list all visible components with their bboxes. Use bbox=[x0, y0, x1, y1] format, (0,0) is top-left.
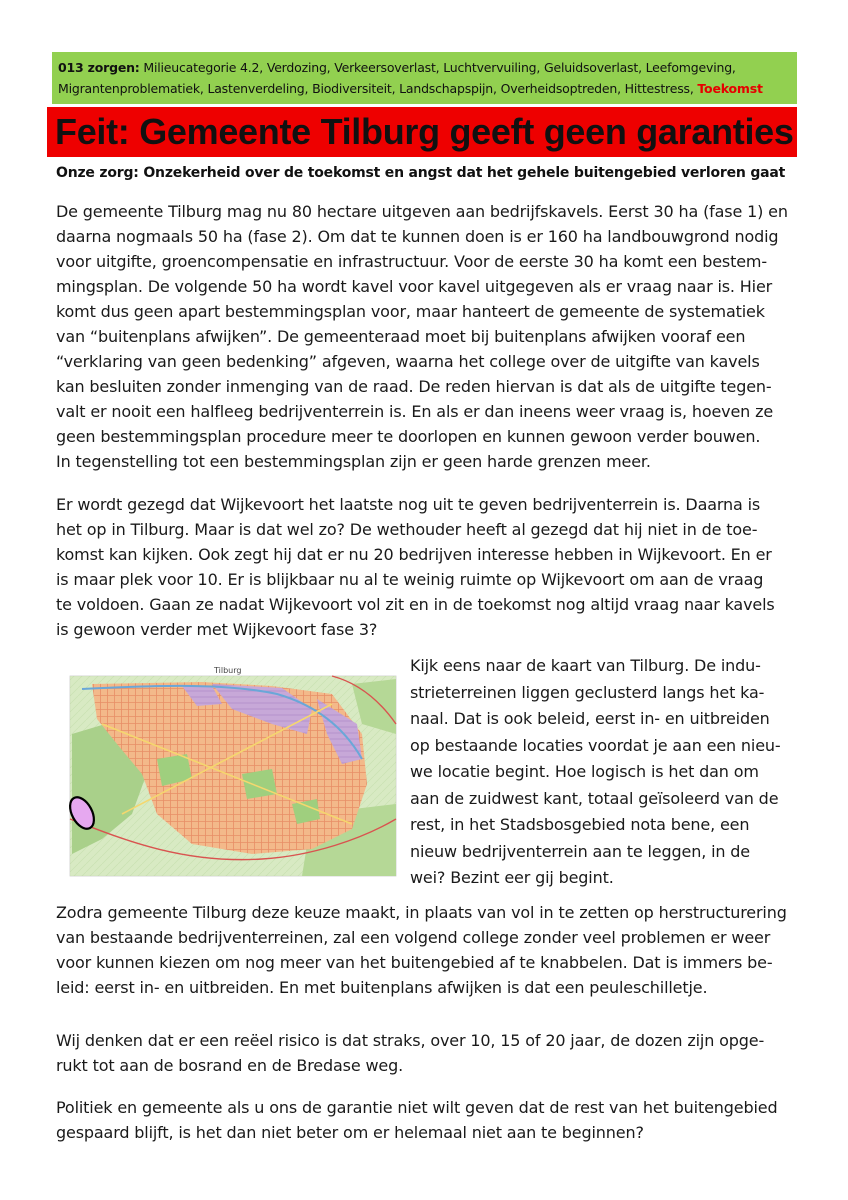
concerns-line-1 bbox=[58, 57, 791, 78]
p3-line: rest, in het Stadsbosgebied nota bene, een bbox=[410, 815, 750, 834]
paragraph-6 bbox=[56, 1095, 796, 1145]
map-image bbox=[62, 664, 402, 878]
p1-line: mingsplan. De volgende 50 ha wordt kavel voor kavel uitgegeven als er vraag naar is. Hier bbox=[56, 277, 773, 296]
tilburg-map bbox=[62, 664, 402, 878]
p5-line: Wij denken dat er een reëel risico is dat straks, over 10, 15 of 20 jaar, de dozen zijn opge- bbox=[56, 1031, 765, 1050]
p3-line: aan de zuidwest kant, totaal geïsoleerd van de bbox=[410, 788, 779, 808]
p6-line: gespaard blijft, is het dan niet beter om er helemaal niet aan te beginnen? bbox=[56, 1123, 644, 1142]
concerns-highlight: Toekomst bbox=[697, 81, 763, 96]
subtitle: Onze zorg: Onzekerheid over de toekomst en angst dat het gehele buitengebied verloren gaat bbox=[56, 165, 786, 181]
p2-line: Er wordt gezegd dat Wijkevoort het laatste nog uit te geven bedrijventerrein is. Daarna is bbox=[56, 495, 761, 514]
p4-line: voor kunnen kiezen om nog meer van het buitengebied af te knabbelen. Dat is immers be- bbox=[56, 953, 773, 972]
paragraph-5 bbox=[56, 1028, 796, 1078]
p3-line: naal. Dat is ook beleid, eerst in- en uitbreiden bbox=[410, 709, 770, 728]
p4-line: van bestaande bedrijventerreinen, zal een volgend college zonder veel problemen er weer bbox=[56, 928, 771, 947]
page-title: Feit: Gemeente Tilburg geeft geen garanties bbox=[55, 111, 794, 152]
concerns-bar bbox=[52, 52, 797, 104]
concerns-label: 013 zorgen: bbox=[58, 60, 140, 75]
paragraph-3 bbox=[410, 653, 798, 892]
p2-line: is maar plek voor 10. Er is blijkbaar nu al te weinig ruimte op Wijkevoort om aan de vraag bbox=[56, 570, 764, 589]
p3-line: op bestaande locaties voordat je aan een nieu- bbox=[410, 735, 781, 755]
p4-line: leid: eerst in- en uitbreiden. En met buitenplans afwijken is dat een peuleschilletje. bbox=[56, 978, 708, 997]
p3-line: we locatie begint. Hoe logisch is het dan om bbox=[410, 762, 759, 781]
p6-line: Politiek en gemeente als u ons de garantie niet wilt geven dat de rest van het buitengebied bbox=[56, 1098, 778, 1117]
p5-line: rukt tot aan de bosrand en de Bredase weg. bbox=[56, 1056, 404, 1075]
p3-line: Kijk eens naar de kaart van Tilburg. De indu- bbox=[410, 656, 761, 675]
concerns-list-1: Milieucategorie 4.2, Verdozing, Verkeersoverlast, Luchtvervuiling, Geluidsoverlast, Leefomgeving, bbox=[143, 60, 736, 75]
concerns-list-2: Migrantenproblematiek, Lastenverdeling, Biodiversiteit, Landschapspijn, Overheidsoptreden, Hittestress, bbox=[58, 81, 694, 96]
p2-line: te voldoen. Gaan ze nadat Wijkevoort vol zit en in de toekomst nog altijd vraag naar kavels bbox=[56, 595, 775, 614]
p2-line: het op in Tilburg. Maar is dat wel zo? De wethouder heeft al gezegd dat hij niet in de toe- bbox=[56, 520, 758, 539]
p1-line: geen bestemmingsplan procedure meer te doorlopen en kunnen gewoon verder bouwen. bbox=[56, 427, 761, 446]
p1-line: van “buitenplans afwijken”. De gemeenteraad moet bij buitenplans afwijken vooraf een bbox=[56, 327, 746, 346]
title-banner bbox=[47, 107, 797, 157]
p1-line: In tegenstelling tot een bestemmingsplan zijn er geen harde grenzen meer. bbox=[56, 452, 651, 471]
map-title: Tilburg bbox=[214, 666, 242, 675]
p1-line: De gemeente Tilburg mag nu 80 hectare uitgeven aan bedrijfskavels. Eerst 30 ha (fase 1) en bbox=[56, 202, 788, 221]
p3-line: strieterreinen liggen geclusterd langs het ka- bbox=[410, 682, 765, 702]
p3-line: wei? Bezint eer gij begint. bbox=[410, 868, 614, 887]
p2-line: komst kan kijken. Ook zegt hij dat er nu 20 bedrijven interesse hebben in Wijkevoort. En er bbox=[56, 545, 772, 564]
p1-line: daarna nogmaals 50 ha (fase 2). Om dat te kunnen doen is er 160 ha landbouwgrond nodig bbox=[56, 227, 779, 246]
p1-line: komt dus geen apart bestemmingsplan voor, maar hanteert de gemeente de systematiek bbox=[56, 302, 765, 321]
concerns-line-2 bbox=[58, 78, 791, 99]
paragraph-2 bbox=[56, 492, 796, 642]
p1-line: valt er nooit een halfleeg bedrijventerrein is. En als er dan ineens weer vraag is, hoeven ze bbox=[56, 402, 774, 421]
p4-line: Zodra gemeente Tilburg deze keuze maakt, in plaats van vol in te zetten op herstructurering bbox=[56, 903, 787, 922]
p1-line: voor uitgifte, groencompensatie en infrastructuur. Voor de eerste 30 ha komt een bestem- bbox=[56, 252, 767, 271]
paragraph-1 bbox=[56, 199, 796, 474]
p1-line: “verklaring van geen bedenking” afgeven, waarna het college over de uitgifte van kavels bbox=[56, 352, 760, 371]
p2-line: is gewoon verder met Wijkevoort fase 3? bbox=[56, 620, 378, 639]
p1-line: kan besluiten zonder inmenging van de raad. De reden hiervan is dat als de uitgifte tegen- bbox=[56, 377, 772, 396]
paragraph-4 bbox=[56, 900, 796, 1000]
p3-line: nieuw bedrijventerrein aan te leggen, in de bbox=[410, 841, 750, 861]
